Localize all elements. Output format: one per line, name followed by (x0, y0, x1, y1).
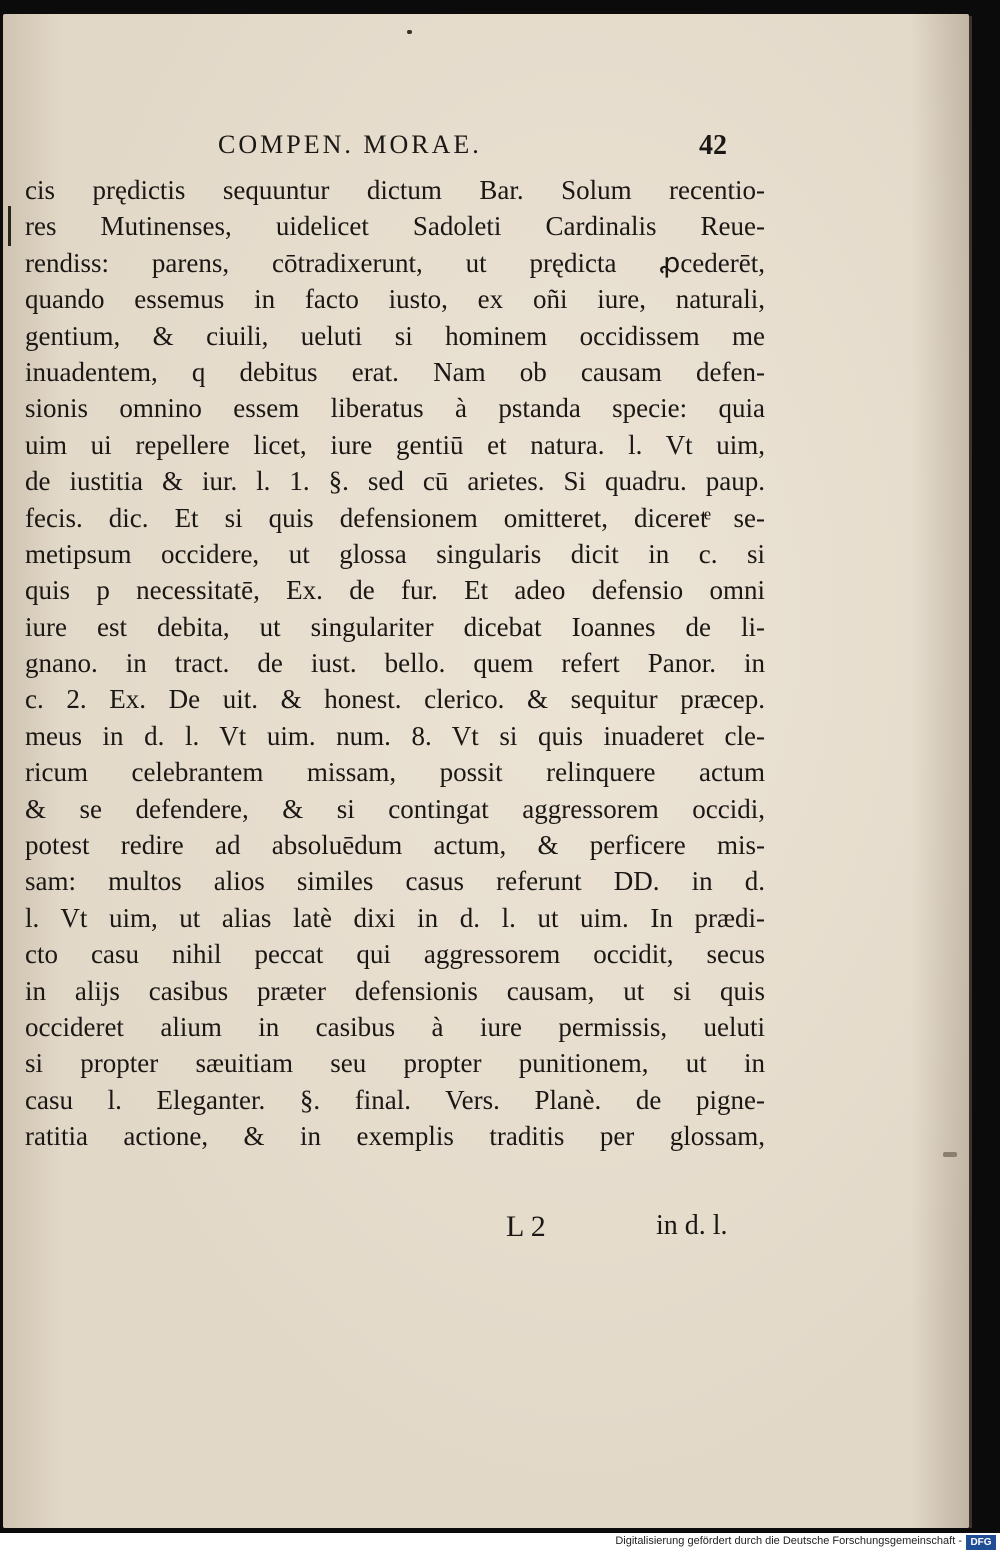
running-head (3, 130, 969, 164)
text-line: occideret alium in casibus à iure permissis, ueluti (25, 1011, 765, 1042)
text-line: ratitia actione, & in exemplis traditis per glossam, (25, 1121, 765, 1152)
text-line: inuadentem, q debitus erat. Nam ob causam defen- (25, 356, 765, 387)
text-line: potest redire ad absoluēdum actum, & perficere mis- (25, 830, 765, 861)
text-line: fecis. dic. Et si quis defensionem omitteret, diceretͤ se- (25, 502, 765, 533)
text-line: cto casu nihil peccat qui aggressorem occidit, secus (25, 939, 765, 970)
text-line: meus in d. l. Vt uim. num. 8. Vt si quis inuaderet cle- (25, 720, 765, 751)
text-line: metipsum occidere, ut glossa singularis dicit in c. si (25, 538, 765, 569)
text-line: rendiss: parens, cōtradixerunt, ut prędicta ꝓcederēt, (25, 247, 765, 278)
text-line: casu l. Eleganter. §. final. Vers. Planè. de pigne- (25, 1084, 765, 1115)
funding-credit: Digitalisierung gefördert durch die Deutsche Forschungsgemeinschaft - (615, 1535, 962, 1547)
text-line: l. Vt uim, ut alias latè dixi in d. l. ut uim. In prædi- (25, 902, 765, 933)
signature-mark: L 2 (506, 1210, 546, 1243)
catchword-line (3, 1210, 969, 1246)
dfg-logo[interactable]: DFG (966, 1535, 996, 1550)
text-line: gentium, & ciuili, ueluti si hominem occidissem me (25, 320, 765, 351)
text-line: de iustitia & iur. l. 1. §. sed cū arietes. Si quadru. paup. (25, 466, 765, 497)
text-line: res Mutinenses, uidelicet Sadoleti Cardinalis Reue- (25, 211, 765, 242)
text-line: sam: multos alios similes casus referunt DD. in d. (25, 866, 765, 897)
footer-bar (0, 1533, 1000, 1553)
text-line: iure est debita, ut singulariter dicebat Ioannes de li- (25, 611, 765, 642)
text-line: cis prędictis sequuntur dictum Bar. Solum recentio- (25, 175, 765, 205)
binding-margin-mark (8, 206, 11, 246)
text-line: gnano. in tract. de iust. bello. quem refert Panor. in (25, 648, 765, 679)
text-line: c. 2. Ex. De uit. & honest. clerico. & sequitur præcep. (25, 684, 765, 715)
text-line: sionis omnino essem liberatus à pstanda specie: quia (25, 393, 765, 424)
text-line: quando essemus in facto iusto, ex oñi iure, naturali, (25, 284, 765, 315)
book-page (3, 14, 969, 1528)
text-line: quis p necessitatē, Ex. de fur. Et adeo defensio omni (25, 575, 765, 606)
text-line: si propter sæuitiam seu propter punitionem, ut in (25, 1048, 765, 1079)
text-line: in alijs casibus præter defensionis causam, ut si quis (25, 975, 765, 1006)
body-text (25, 172, 765, 1155)
text-line: uim ui repellere licet, iure gentiū et natura. l. Vt uim, (25, 429, 765, 460)
paper-speck (943, 1152, 957, 1157)
paper-speck (407, 30, 412, 34)
running-title: COMPEN. MORAE. (218, 130, 482, 159)
text-line: & se defendere, & si contingat aggressorem occidi, (25, 793, 765, 824)
catchword: in d. l. (656, 1210, 728, 1241)
page-number: 42 (699, 130, 727, 161)
text-line: ricum celebrantem missam, possit relinquere actum (25, 757, 765, 788)
